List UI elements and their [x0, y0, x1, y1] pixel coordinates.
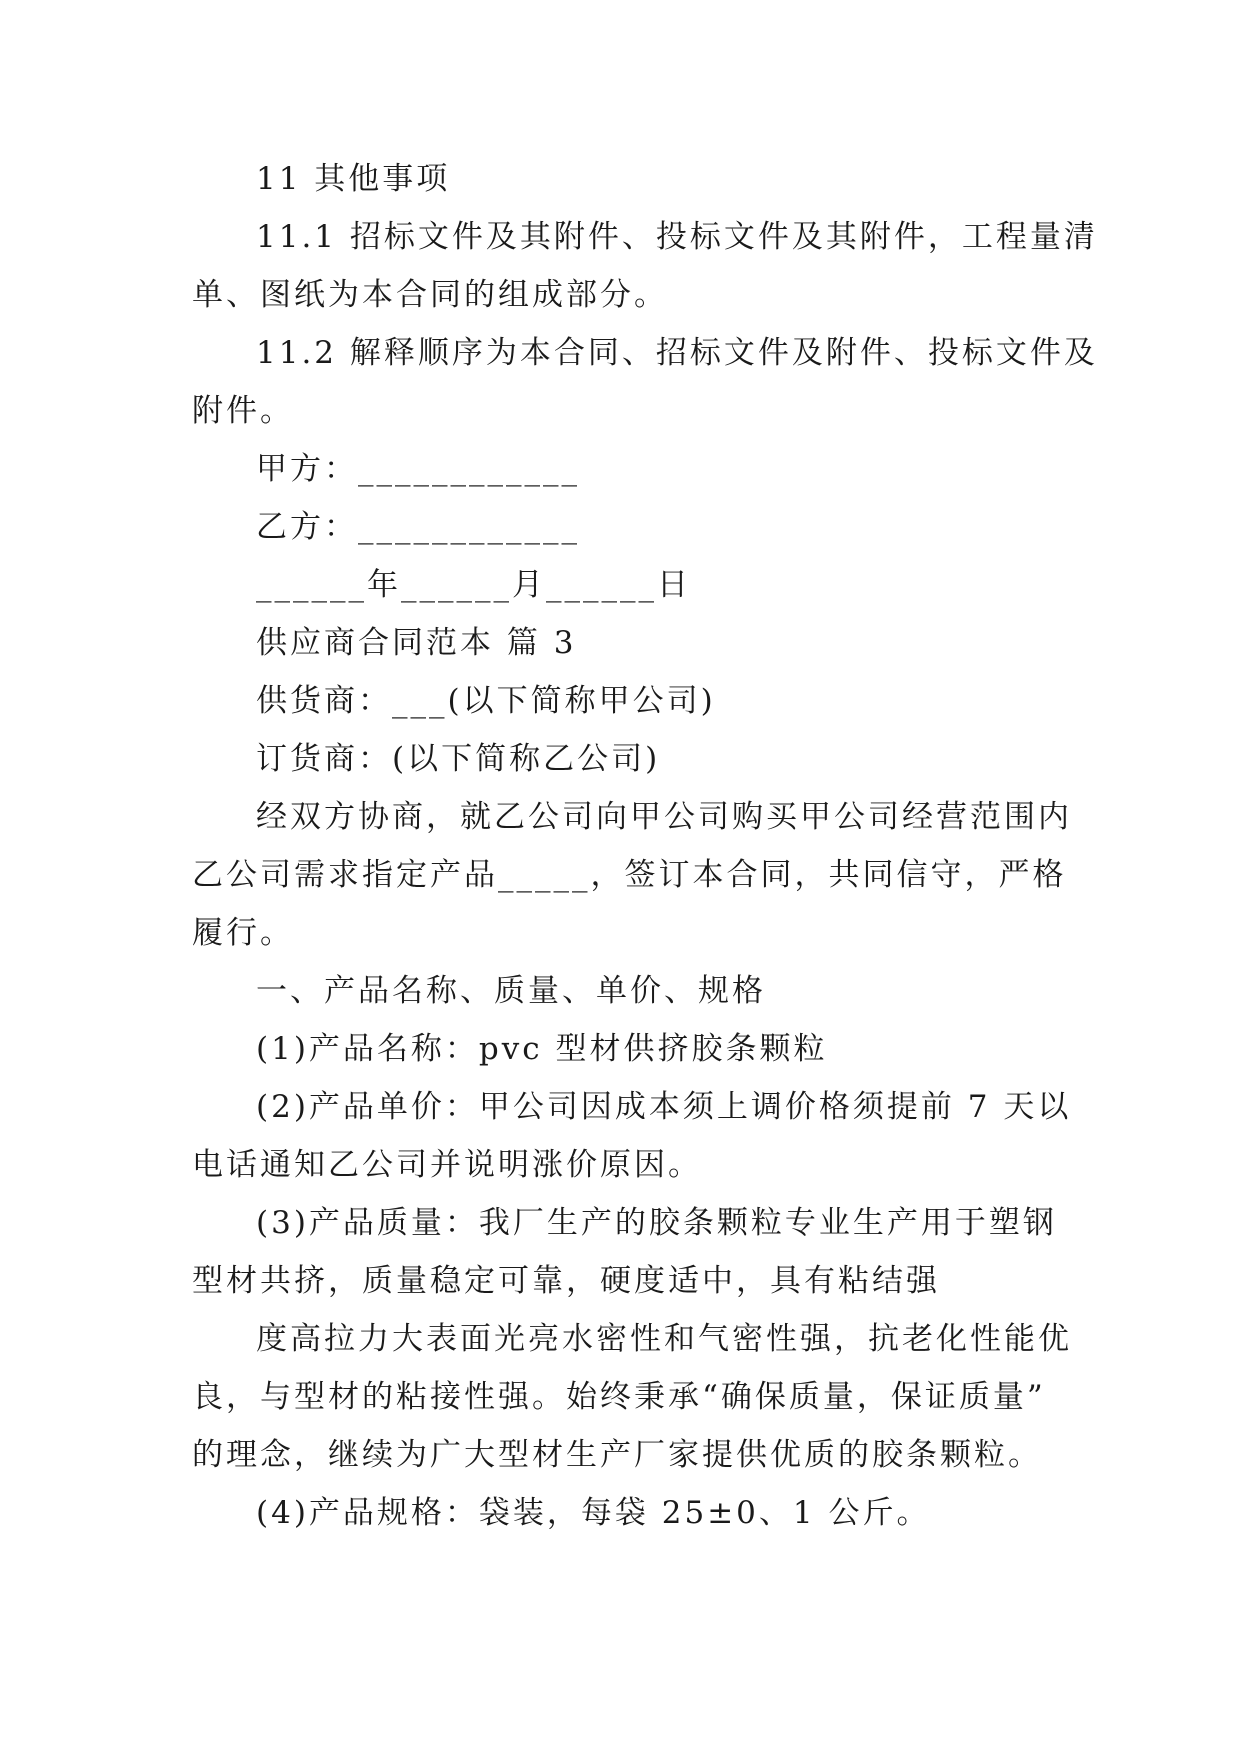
item-product-quality: (3)产品质量：我厂生产的胶条颗粒专业生产用于塑钢	[256, 1205, 1057, 1241]
clause-11-1-continued: 单、图纸为本合同的组成部分。	[192, 277, 668, 313]
quality-paragraph-continued: 良，与型材的粘接性强。始终秉承“确保质量，保证质量”	[192, 1379, 1046, 1415]
item-product-spec: (4)产品规格：袋装，每袋 25±0、1 公斤。	[256, 1495, 931, 1531]
clause-11-1: 11.1 招标文件及其附件、投标文件及其附件，工程量清	[256, 219, 1098, 255]
preamble-paragraph: 经双方协商，就乙公司向甲公司购买甲公司经营范围内	[256, 799, 1072, 835]
clause-11-2: 11.2 解释顺序为本合同、招标文件及附件、投标文件及	[256, 335, 1098, 371]
section-heading-1: 一、产品名称、质量、单价、规格	[256, 973, 766, 1009]
document-body	[192, 150, 1098, 1542]
quality-paragraph-end: 的理念，继续为广大型材生产厂家提供优质的胶条颗粒。	[192, 1437, 1042, 1473]
item-unit-price: (2)产品单价：甲公司因成本须上调价格须提前 7 天以	[256, 1089, 1072, 1125]
item-unit-price-continued: 电话通知乙公司并说明涨价原因。	[192, 1147, 702, 1183]
party-b-signature-line: 乙方：____________	[256, 509, 580, 545]
contract-title: 供应商合同范本 篇 3	[256, 625, 577, 661]
quality-paragraph: 度高拉力大表面光亮水密性和气密性强，抗老化性能优	[256, 1321, 1072, 1357]
section-heading-11: 11 其他事项	[256, 161, 451, 197]
date-line: ______年______月______日	[256, 567, 691, 603]
preamble-paragraph-continued: 乙公司需求指定产品_____，签订本合同，共同信守，严格	[192, 857, 1067, 893]
party-a-signature-line: 甲方：____________	[256, 451, 580, 487]
buyer-line: 订货商：(以下简称乙公司)	[256, 741, 661, 777]
preamble-paragraph-end: 履行。	[192, 915, 294, 951]
item-product-name: (1)产品名称：pvc 型材供挤胶条颗粒	[256, 1031, 828, 1067]
clause-11-2-continued: 附件。	[192, 393, 294, 429]
item-product-quality-continued: 型材共挤，质量稳定可靠，硬度适中，具有粘结强	[192, 1263, 940, 1299]
supplier-line: 供货商：___(以下简称甲公司)	[256, 683, 716, 719]
